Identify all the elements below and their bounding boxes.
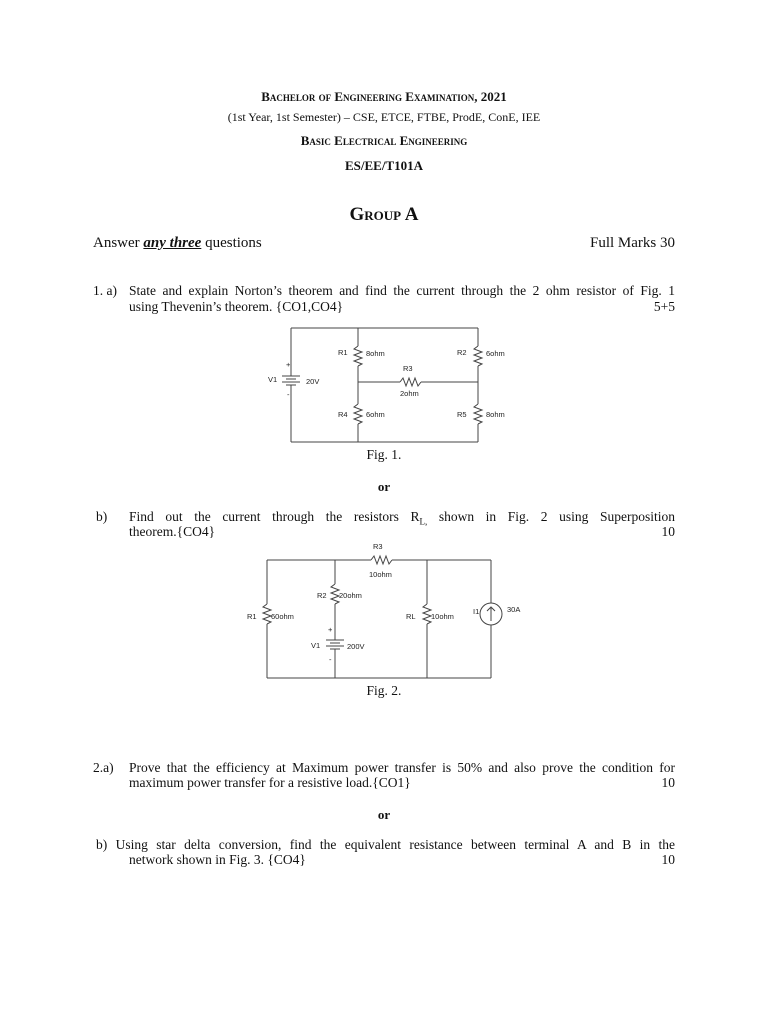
year-line: (1st Year, 1st Semester) – CSE, ETCE, FTBE, ProdE, ConE, IEE: [227, 110, 541, 124]
fig2-r2: R2: [317, 591, 327, 600]
fig1-r1-val: 8ohm: [366, 349, 385, 358]
fig1-r2-val: 6ohm: [486, 349, 505, 358]
subject-title: Basic Electrical Engineering: [300, 133, 468, 148]
q2b-marks: 10: [661, 852, 675, 867]
q2b-line1: b) Using star delta conversion, find the equivalent resistance between terminal A and B in the: [96, 837, 675, 852]
fig2-r1: R1: [247, 612, 257, 621]
fig2-r3-val: 10ohm: [369, 570, 392, 579]
fig1-r3-val: 2ohm: [400, 389, 419, 398]
fig1-r3: R3: [403, 364, 413, 373]
exam-title: Bachelor of Engineering Examination, 2021: [261, 89, 507, 104]
q1b-label: b): [96, 509, 108, 524]
fig1-r1: R1: [338, 348, 348, 357]
q2a-line1: Prove that the efficiency at Maximum power transfer is 50% and also prove the condition for: [129, 760, 675, 775]
q1a-line2: using Thevenin’s theorem. {CO1,CO4}: [129, 299, 344, 314]
q1b-line1: Find out the current through the resistors $R_{L,}$ shown in Fig. 2 using Superposition: [129, 509, 675, 527]
fig1-r4: R4: [338, 410, 348, 419]
fig2-v1: V1: [311, 641, 321, 650]
q1b-marks: 10: [661, 524, 675, 539]
group-title: Group A: [349, 204, 419, 225]
fig2-i1-val: 30A: [507, 605, 521, 614]
fig1-r5: R5: [457, 410, 467, 419]
fig1-r2: R2: [457, 348, 467, 357]
fig2-rl: RL: [406, 612, 416, 621]
figure-1: [258, 316, 508, 453]
fig1-v1-val: 20V: [306, 377, 320, 386]
fig1-r5-val: 8ohm: [486, 410, 505, 419]
fig1-minus: -: [287, 390, 290, 399]
q2b-line2: network shown in Fig. 3. {CO4}: [129, 852, 306, 867]
or-separator-1: or: [377, 479, 391, 494]
q2a-line2: maximum power transfer for a resistive load.{CO1}: [129, 775, 411, 790]
q1a-line1: State and explain Norton’s theorem and find the current through the 2 ohm resistor of Fig. 1: [129, 283, 675, 298]
fig1-r4-val: 6ohm: [366, 410, 385, 419]
fig2-caption: Fig. 2.: [366, 683, 402, 698]
instruction: Answer any three questions: [93, 235, 262, 251]
figure-2: [237, 540, 527, 685]
q1a-label: 1. a): [93, 283, 117, 298]
fig2-plus: +: [328, 625, 333, 634]
fig1-plus: +: [286, 360, 291, 369]
q2a-marks: 10: [661, 775, 675, 790]
fig2-r3: R3: [373, 542, 383, 551]
full-marks: Full Marks 30: [589, 235, 675, 251]
q2a-label: 2.a): [93, 760, 114, 775]
fig1-caption: Fig. 1.: [366, 447, 402, 462]
fig2-r2-val: 20ohm: [339, 591, 362, 600]
fig2-r1-val: 60ohm: [271, 612, 294, 621]
or-separator-2: or: [377, 807, 391, 822]
q1a-marks: 5+5: [653, 299, 675, 314]
fig2-i1: I1: [473, 607, 480, 616]
course-code: ES/EE/T101A: [344, 158, 424, 173]
fig1-v1: V1: [268, 375, 278, 384]
fig2-rl-val: 10ohm: [431, 612, 454, 621]
fig2-minus: -: [329, 655, 332, 664]
q1b-line2: theorem.{CO4}: [129, 524, 216, 539]
fig2-v1-val: 200V: [347, 642, 365, 651]
